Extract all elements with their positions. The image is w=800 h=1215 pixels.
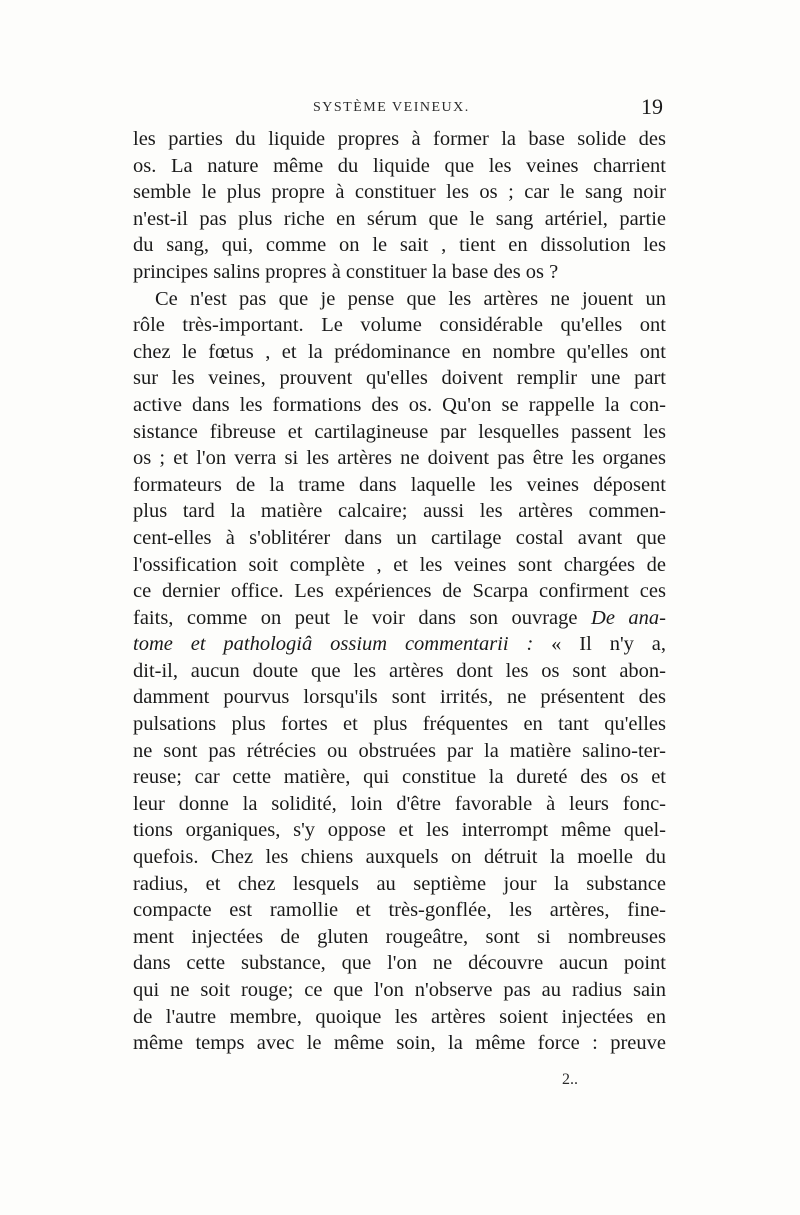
text-line: compacte est ramollie et très-gonflée, les artères, fine-	[133, 899, 666, 922]
text-line: os. La nature même du liquide que les veines charrient	[133, 154, 666, 177]
body-text	[133, 126, 666, 1057]
text-line: n'est-il pas plus riche en sérum que le sang artériel, partie	[133, 207, 666, 230]
text-line: sur les veines, prouvent qu'elles doivent remplir une part	[133, 367, 666, 390]
text-line: os ; et l'on verra si les artères ne doivent pas être les organes	[133, 447, 666, 470]
text-line: pulsations plus fortes et plus fréquentes en tant qu'elles	[133, 713, 666, 736]
text-line: cent-elles à s'oblitérer dans un cartilage costal avant que	[133, 526, 666, 549]
book-title-italic: tome et pathologiâ ossium commentarii :	[133, 633, 534, 656]
running-head: SYSTÈME VEINEUX.	[313, 100, 470, 115]
text-line: leur donne la solidité, loin d'être favorable à leurs fonc-	[133, 792, 666, 815]
text-line	[133, 605, 666, 632]
text-line: dit-il, aucun doute que les artères dont les os sont abon-	[133, 659, 666, 682]
page-header	[133, 96, 663, 122]
text-line: ment injectées de gluten rougeâtre, sont si nombreuses	[133, 925, 666, 948]
page-number: 19	[641, 94, 663, 119]
text-line: dans cette substance, que l'on ne découvre aucun point	[133, 952, 666, 975]
text-line: quefois. Chez les chiens auxquels on détruit la moelle du	[133, 846, 666, 869]
text-line: tions organiques, s'y oppose et les interrompt même quel-	[133, 819, 666, 842]
text-line: damment pourvus lorsqu'ils sont irrités, ne présentent des	[133, 686, 666, 709]
text-line: plus tard la matière calcaire; aussi les artères commen-	[133, 500, 666, 523]
text-line: même temps avec le même soin, la même force : preuve	[133, 1032, 666, 1055]
text-line: les parties du liquide propres à former la base solide des	[133, 128, 666, 150]
text-line: sistance fibreuse et cartilagineuse par lesquelles passent les	[133, 420, 666, 443]
signature-mark: 2..	[562, 1071, 578, 1088]
text-line: rôle très-important. Le volume considérable qu'elles ont	[133, 314, 666, 337]
text-line: formateurs de la trame dans laquelle les veines déposent	[133, 473, 666, 496]
text-line: ce dernier office. Les expériences de Scarpa confirment ces	[133, 580, 666, 603]
book-title-italic: De ana-	[591, 606, 666, 629]
text-line: ne sont pas rétrécies ou obstruées par la matière salino-ter-	[133, 739, 666, 762]
text-line: chez le fœtus , et la prédominance en nombre qu'elles ont	[133, 340, 666, 363]
line-text: « Il n'y a,	[533, 633, 666, 656]
text-line: qui ne soit rouge; ce que l'on n'observe pas au radius sain	[133, 979, 666, 1001]
text-line: de l'autre membre, quoique les artères soient injectées en	[133, 1005, 666, 1028]
text-line: l'ossification soit complète , et les veines sont chargées de	[133, 553, 666, 576]
text-line: Ce n'est pas que je pense que les artères ne jouent un	[155, 287, 666, 310]
text-line	[133, 631, 666, 658]
text-line: semble le plus propre à constituer les os ; car le sang noir	[133, 181, 666, 204]
text-line: active dans les formations des os. Qu'on se rappelle la con-	[133, 393, 666, 416]
text-line: reuse; car cette matière, qui constitue la dureté des os et	[133, 766, 666, 789]
text-line: du sang, qui, comme on le sait , tient en dissolution les	[133, 234, 666, 257]
line-text: faits, comme on peut le voir dans son ouvrage	[133, 606, 592, 629]
text-line: principes salins propres à constituer la base des os ?	[133, 260, 559, 283]
text-line: radius, et chez lesquels au septième jour la substance	[133, 872, 666, 895]
